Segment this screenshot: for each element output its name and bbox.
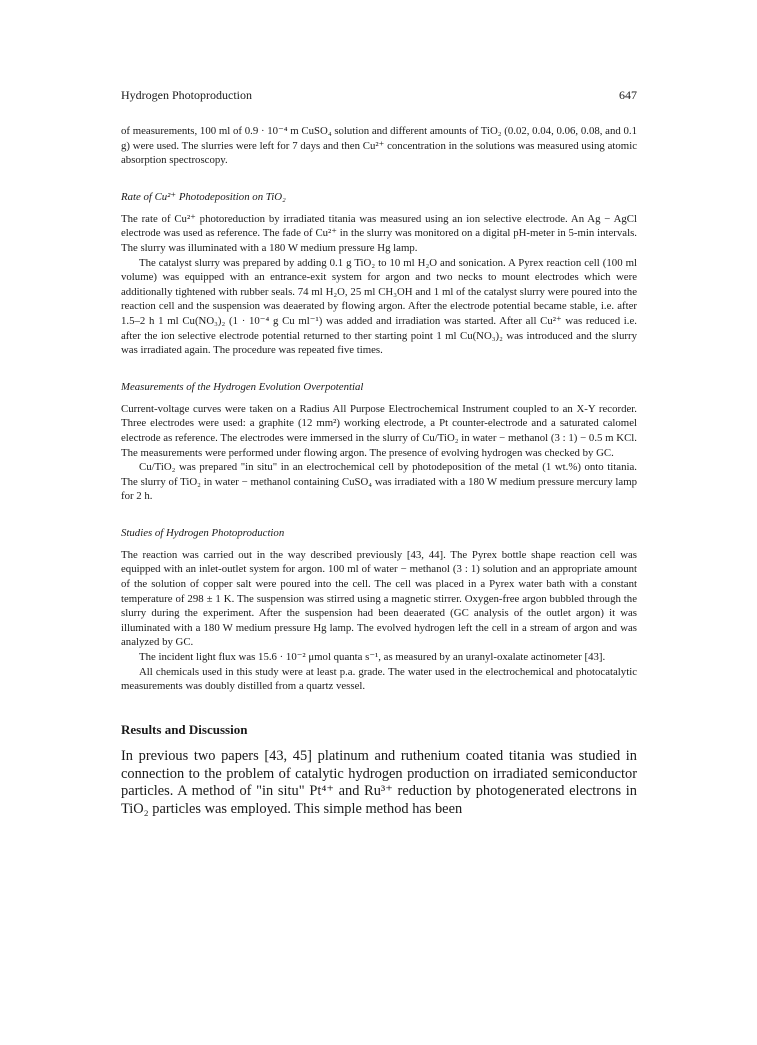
page-number: 647 bbox=[619, 88, 637, 102]
section-heading-results: Results and Discussion bbox=[121, 721, 248, 737]
paragraph: The reaction was carried out in the way described previously [43, 44]. The Pyrex bottle shape reaction cell was equipped with an inlet-outlet system for argon. 100 ml of water − methanol (3 : 1) solution and an appropriate amount of the solution of copper salt were poured into the cell. The cell was placed in a Pyrex water bath with a constant temperature of 298 ± 1 K. The suspension was stirred using a magnetic stirrer. Oxygen-free argon bubbled through the slurry during the experiment. After the suspension had been deaerated (GC analysis of the outlet argon) it was illuminated with a 180 W medium pressure Hg lamp. The evolved hydrogen left the cell in a stream of argon and was analyzed by GC. bbox=[121, 548, 637, 649]
paragraph: Cu/TiO₂ was prepared "in situ" in an electrochemical cell by photodeposition of the metal (1 wt.%) onto titania. The slurry of TiO₂ in water − methanol containing CuSO₄ was irradiated with a 180 W medium pressure mercury lamp for 2 h. bbox=[121, 461, 637, 503]
paragraph: All chemicals used in this study were at least p.a. grade. The water used in the electrochemical and photocatalytic measurements was doubly distilled from a quartz vessel. bbox=[121, 665, 637, 693]
section-heading-cu-photodeposition: Rate of Cu²⁺ Photodeposition on TiO₂ bbox=[121, 190, 286, 203]
paragraph: In previous two papers [43, 45] platinum and ruthenium coated titania was studied in connection to the problem of catalytic hydrogen production on irradiated semiconductor particles. A method of "in situ" Pt⁴⁺ and Ru³⁺ reduction by photogenerated electrons in TiO₂ particles was employed. This simple method has been bbox=[121, 747, 637, 818]
running-head: Hydrogen Photoproduction bbox=[121, 88, 252, 102]
section-heading-hydrogen-photoproduction: Studies of Hydrogen Photoproduction bbox=[121, 526, 285, 539]
article-body bbox=[121, 124, 637, 819]
paragraph: Current-voltage curves were taken on a Radius All Purpose Electrochemical Instrument coupled to an X-Y recorder. Three electrodes were used: a graphite (12 mm²) working electrode, a Pt counter-electrode and a saturated calomel electrode as reference. The electrodes were immersed in the slurry of Cu/TiO₂ in water − methanol (3 : 1) − 0.5 m KCl. The measurements were performed under flowing argon. The presence of evolving hydrogen was checked by GC. bbox=[121, 402, 637, 459]
paragraph: The catalyst slurry was prepared by adding 0.1 g TiO₂ to 10 ml H₂O and sonication. A Pyrex reaction cell (100 ml volume) was equipped with an entrance-exit system for argon and two necks to mount electrodes which were additionally tightened with rubber seals. 74 ml H₂O, 25 ml CH₃OH and 1 ml of the catalyst slurry were poured into the reaction cell and the suspension was deaerated by flowing argon. After the electrode potential became stable, i.e. after 1.5–2 h 1 ml Cu(NO₃)₂ (1 · 10⁻⁴ g Cu ml⁻¹) was added and irradiation was started. After all Cu²⁺ was reduced i.e. after the ion selective electrode potential returned to ther starting point 1 ml Cu(NO₃)₂ was introduced and the slurry was irradiated again. The procedure was repeated five times. bbox=[121, 256, 637, 357]
page-header bbox=[121, 88, 637, 106]
paragraph: The rate of Cu²⁺ photoreduction by irradiated titania was measured using an ion selective electrode. An Ag − AgCl electrode was used as reference. The fade of Cu²⁺ in the slurry was monitored on a digital pH-meter in 5-min intervals. The slurry was illuminated with a 180 W medium pressure Hg lamp. bbox=[121, 212, 637, 254]
section-heading-overpotential: Measurements of the Hydrogen Evolution Overpotential bbox=[121, 380, 364, 393]
intro-paragraph: of measurements, 100 ml of 0.9 · 10⁻⁴ m CuSO₄ solution and different amounts of TiO₂ (0.02, 0.04, 0.06, 0.08, and 0.1 g) were used. The slurries were left for 7 days and then Cu²⁺ concentration in the solutions was measured using atomic absorption spectroscopy. bbox=[121, 125, 637, 167]
paragraph: The incident light flux was 15.6 · 10⁻² μmol quanta s⁻¹, as measured by an uranyl-oxalate actinometer [43]. bbox=[139, 651, 606, 664]
